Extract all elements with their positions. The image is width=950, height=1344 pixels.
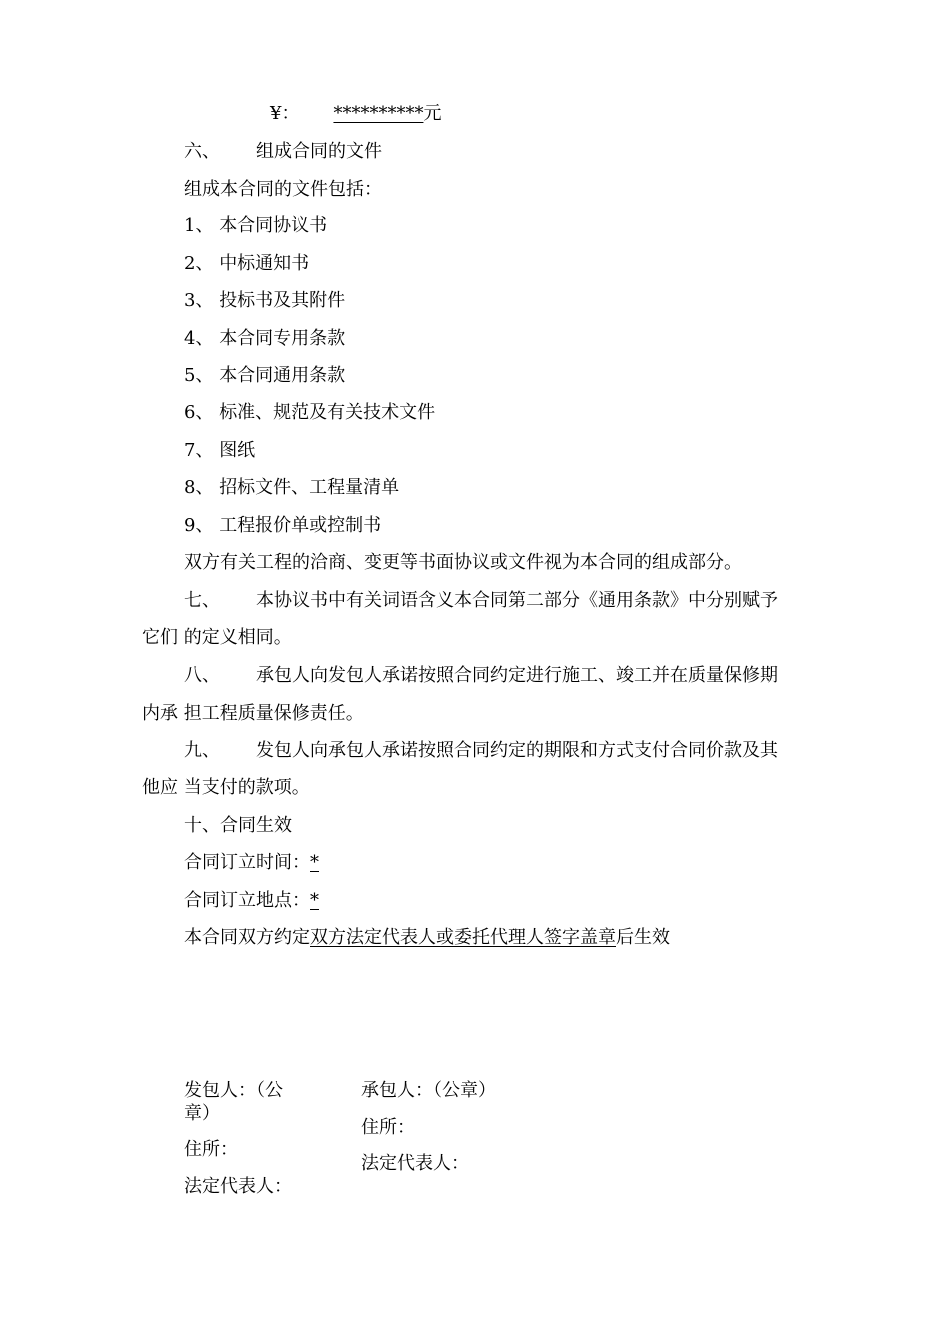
list-item: 5、 本合同通用条款 — [184, 365, 346, 386]
employer-seal-cont: 章） — [184, 1103, 220, 1124]
currency-symbol: ¥： — [270, 103, 300, 124]
effective-clause: 本合同双方约定双方法定代表人或委托代理人签字盖章后生效 — [184, 927, 670, 948]
contract-time-value: * — [310, 852, 319, 873]
section-8-line-1: 八、 承包人向发包人承诺按照合同约定进行施工、竣工并在质量保修期 — [184, 665, 778, 686]
contract-place — [184, 889, 319, 913]
list-item: 7、 图纸 — [184, 440, 256, 461]
section-9-number: 九、 — [184, 740, 220, 761]
price-amount: ********** — [333, 103, 424, 124]
list-item: 6、 标准、规范及有关技术文件 — [184, 402, 436, 423]
list-item: 3、 投标书及其附件 — [184, 290, 346, 311]
effective-condition: 双方法定代表人或委托代理人签字盖章 — [310, 927, 616, 948]
list-item: 4、 本合同专用条款 — [184, 328, 346, 349]
section-6-title: 组成合同的文件 — [256, 141, 382, 162]
section-10-title: 十、合同生效 — [184, 815, 292, 836]
employer-address: 住所： — [184, 1139, 238, 1160]
contract-place-value: * — [310, 890, 319, 911]
contractor-address: 住所： — [361, 1117, 415, 1138]
list-item: 1、 本合同协议书 — [184, 215, 328, 236]
list-item: 8、 招标文件、工程量清单 — [184, 477, 400, 498]
list-item: 2、 中标通知书 — [184, 253, 310, 274]
list-item: 9、 工程报价单或控制书 — [184, 515, 382, 536]
price-unit: 元 — [423, 103, 442, 124]
section-6-closing: 双方有关工程的洽商、变更等书面协议或文件视为本合同的组成部分。 — [184, 552, 742, 573]
employer-seal: 发包人：（公 — [184, 1080, 283, 1101]
contract-time — [184, 851, 319, 875]
section-6-intro: 组成本合同的文件包括： — [184, 179, 382, 200]
section-7-number: 七、 — [184, 590, 220, 611]
section-6-heading — [184, 140, 382, 164]
section-7-line-1: 七、 本协议书中有关词语含义本合同第二部分《通用条款》中分别赋予 — [184, 590, 778, 611]
contractor-representative: 法定代表人： — [361, 1153, 469, 1174]
section-7-line-2: 它们 的定义相同。 — [142, 627, 292, 648]
contract-time-label: 合同订立时间： — [184, 852, 310, 873]
section-9-line-1: 九、 发包人向承包人承诺按照合同约定的期限和方式支付合同价款及其 — [184, 740, 778, 761]
section-6-number: 六、 — [184, 141, 220, 162]
employer-representative-cut: 法定代表人： — [184, 1176, 292, 1197]
section-9-line-2: 他应 当支付的款项。 — [142, 777, 310, 798]
section-8-number: 八、 — [184, 665, 220, 686]
price-line — [270, 102, 441, 126]
contract-place-label: 合同订立地点： — [184, 890, 310, 911]
section-8-line-2: 内承 担工程质量保修责任。 — [142, 703, 364, 724]
contractor-seal: 承包人：（公章） — [361, 1080, 496, 1101]
